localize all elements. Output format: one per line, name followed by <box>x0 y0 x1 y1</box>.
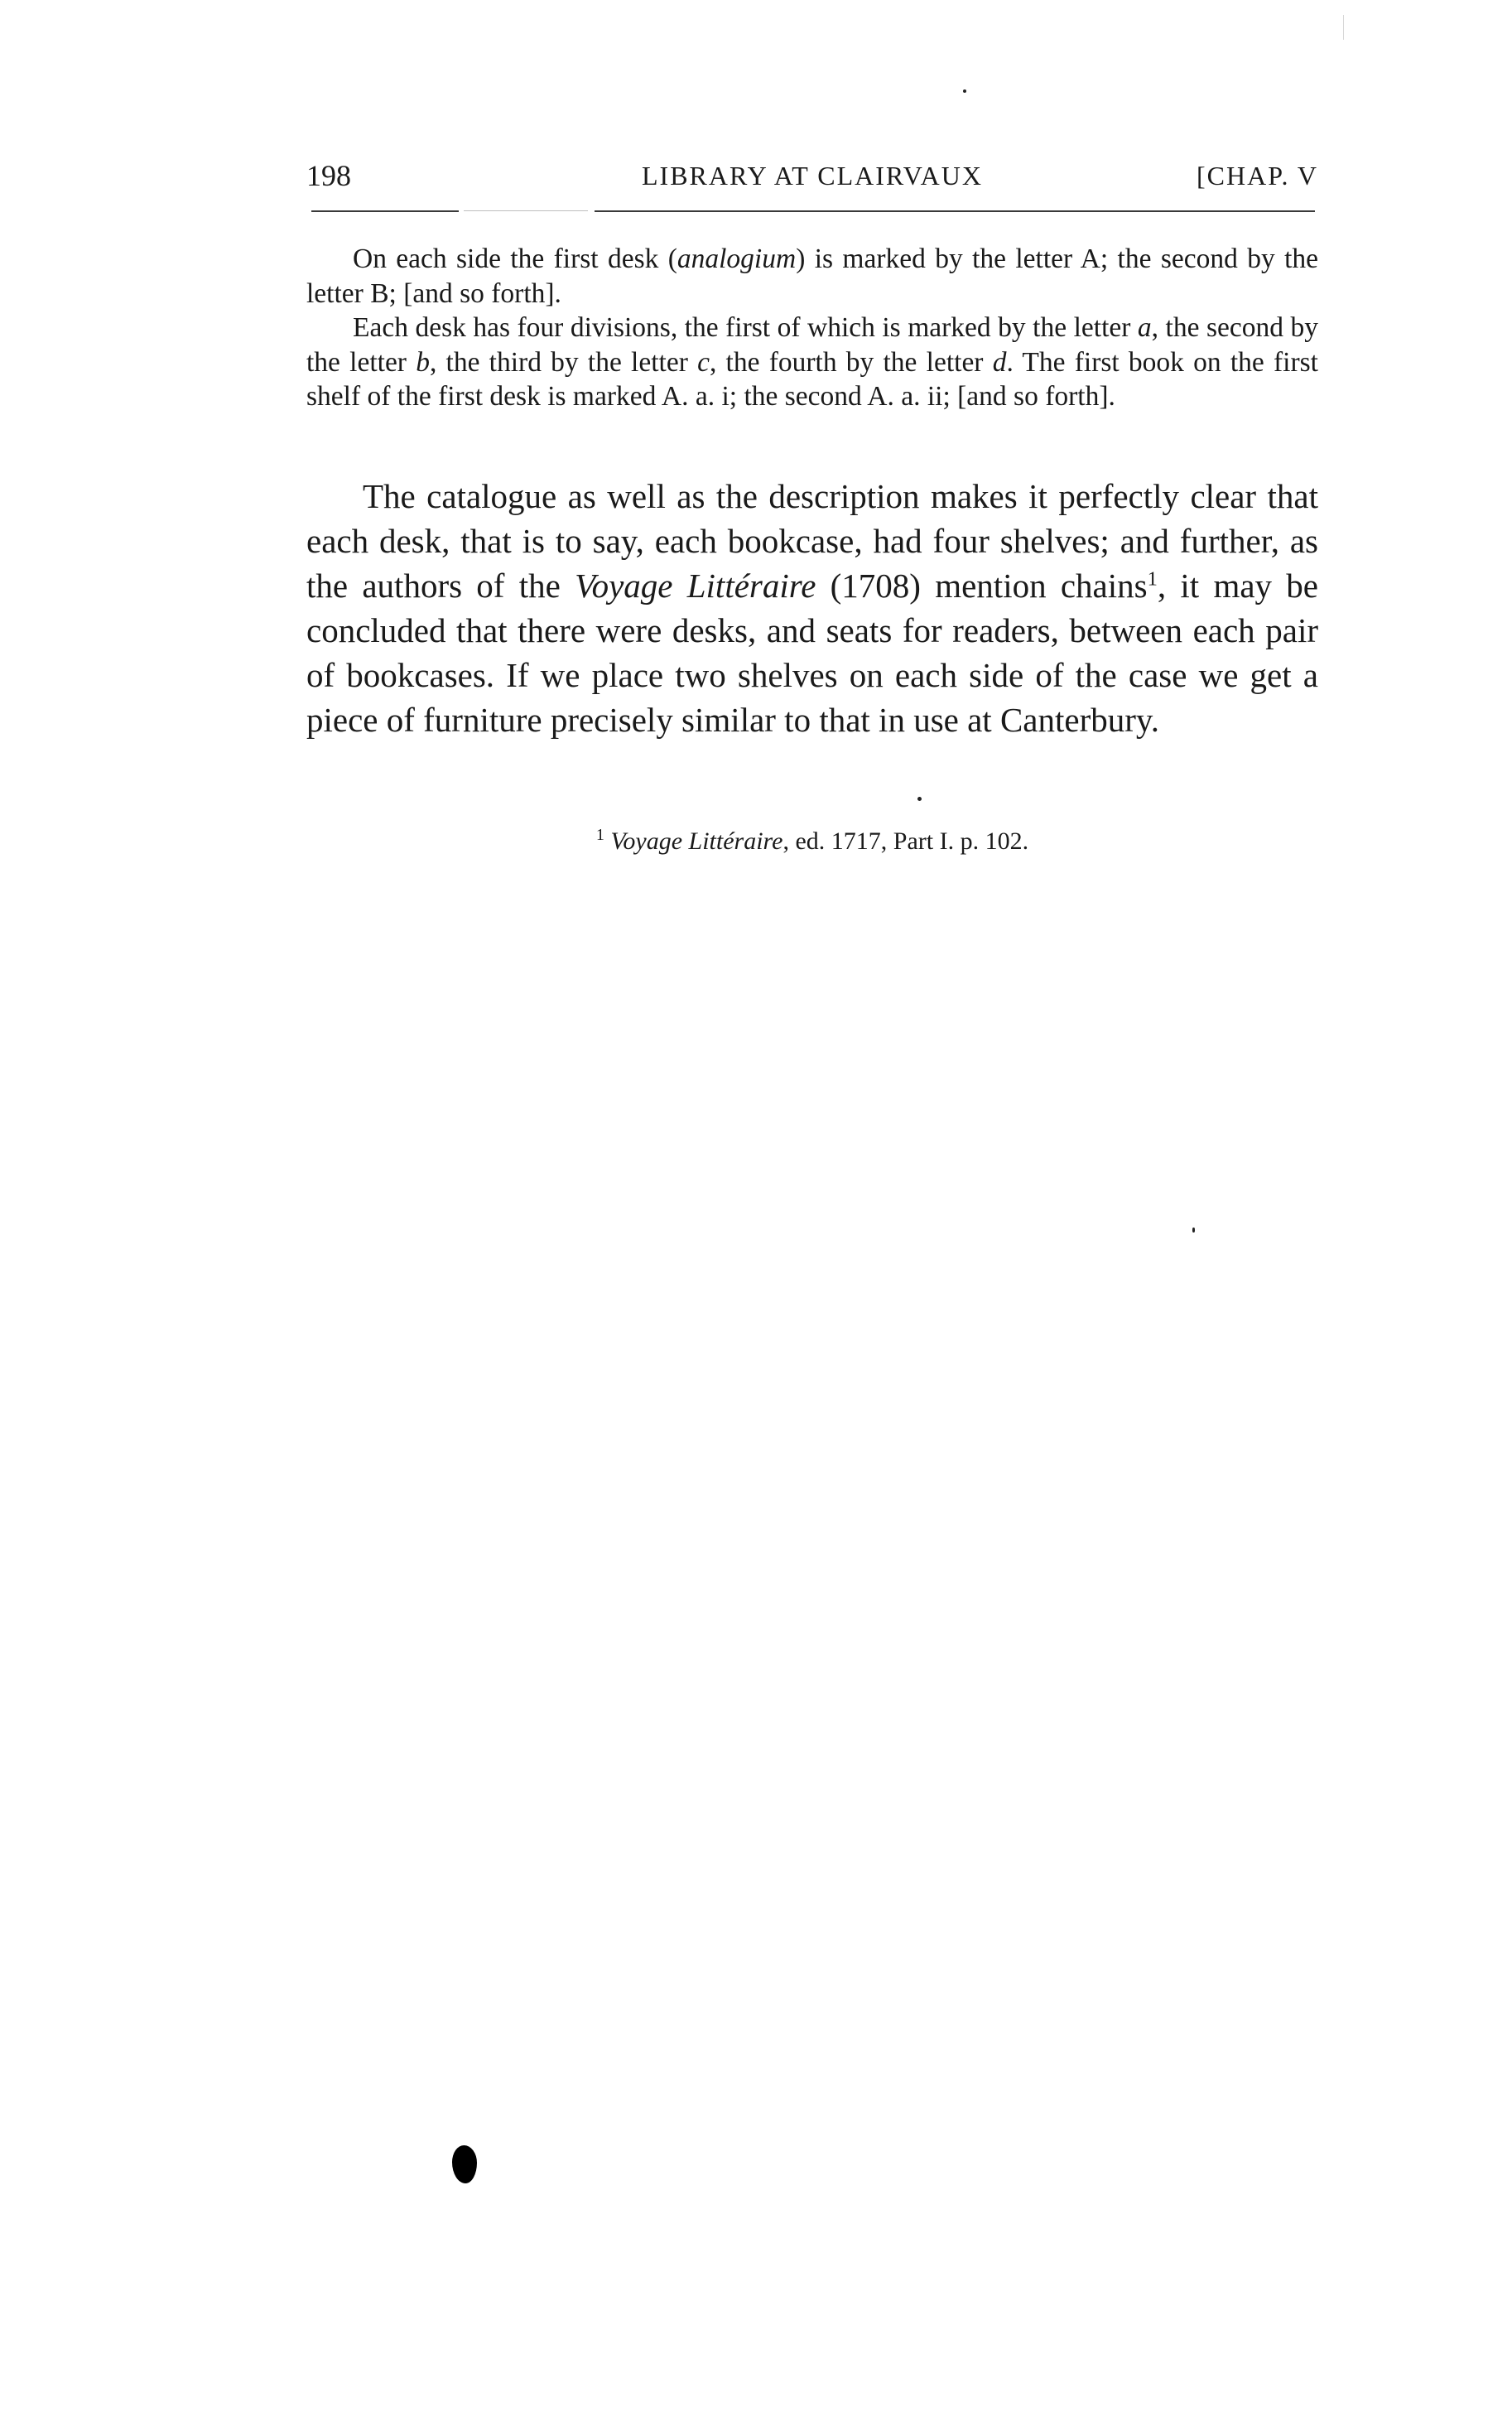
ink-blot <box>452 2145 477 2183</box>
scan-speck <box>917 797 922 801</box>
footnote-text: , ed. 1717, Part I. p. 102. <box>782 827 1029 855</box>
extract-text: On each side the first desk ( <box>353 244 677 274</box>
extract-italic: b <box>416 346 430 378</box>
footnote <box>306 825 1318 858</box>
running-title: LIBRARY AT CLAIRVAUX <box>641 161 983 191</box>
body-text-run: (1708) mention chains <box>816 567 1148 605</box>
body-text-run: , it may be concluded that there were desks, and seats for readers, between each pair of bookcases. If we place two shelves on each side of the case we get a piece of furniture precisely similar to that in use at Canterbury. <box>306 567 1318 739</box>
page-number: 198 <box>306 159 351 192</box>
running-head <box>306 151 1318 200</box>
scan-speck <box>1192 1228 1195 1233</box>
scan-margin-mark <box>1343 15 1344 40</box>
extract-italic: c <box>697 346 710 378</box>
chapter-label: [CHAP. V <box>1197 161 1318 191</box>
extract-text: ) is marked by the letter A; the second by the letter B; [and so forth]. <box>306 244 1318 309</box>
extract-text: Each desk has four divisions, the first of which is marked by the letter <box>353 312 1138 343</box>
body-italic: Voyage Littéraire <box>575 567 816 605</box>
scan-speck <box>963 89 966 93</box>
extract-text: , the third by the letter <box>429 346 698 378</box>
head-rule-faint <box>464 210 588 211</box>
extract-text: , the fourth by the letter <box>709 346 993 378</box>
body-text-run: The catalogue as well as the description makes it perfectly clear that each desk, that is to say, each bookcase, had four shelves; and further, as the authors of the <box>306 477 1318 605</box>
footnote-italic: Voyage Littéraire <box>610 827 783 855</box>
catalogue-extract <box>306 242 1318 414</box>
extract-text: , the second by the letter <box>306 312 1319 378</box>
extract-paragraph <box>306 311 1318 414</box>
extract-italic: d <box>992 346 1007 378</box>
extract-text: . The first book on the first shelf of the first desk is marked A. a. i; the second A. a. ii; [and so forth]. <box>306 346 1318 412</box>
footnote-reference: 1 <box>1147 567 1158 591</box>
body-text <box>306 474 1318 742</box>
extract-paragraph <box>306 242 1318 311</box>
head-rule <box>311 210 459 212</box>
body-paragraph <box>306 474 1318 742</box>
extract-italic: a <box>1137 312 1152 343</box>
head-rule <box>595 210 1315 212</box>
footnote-mark: 1 <box>595 826 604 844</box>
extract-italic: analogium <box>677 244 797 274</box>
